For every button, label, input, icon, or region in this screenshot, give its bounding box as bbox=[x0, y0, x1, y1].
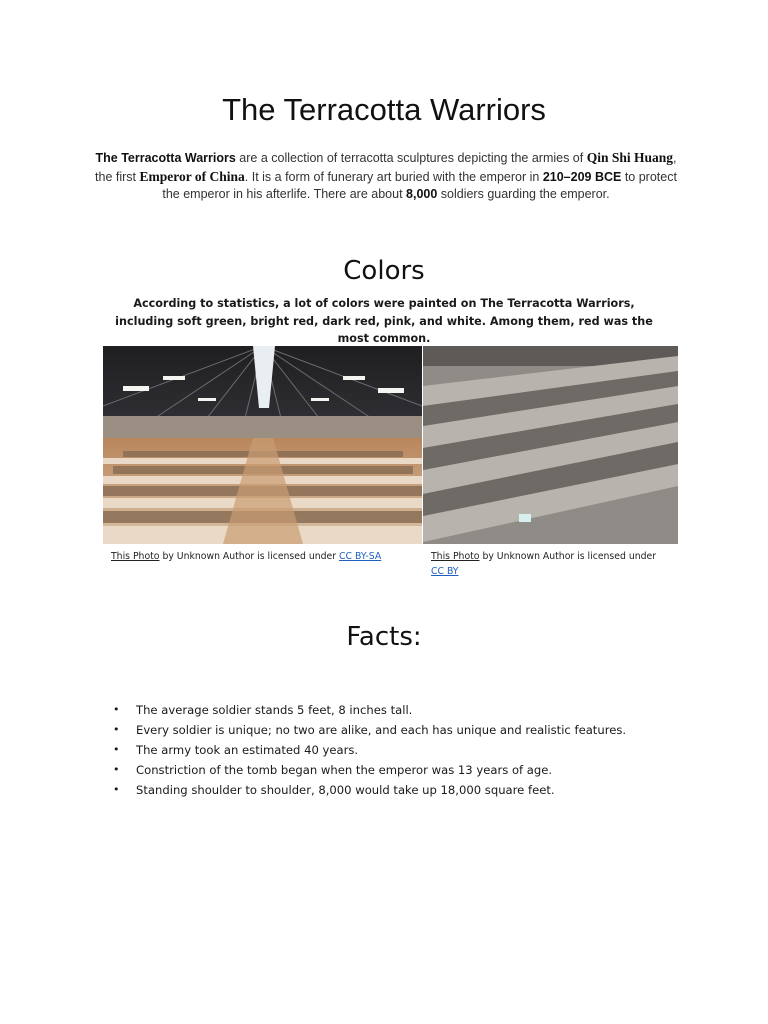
list-item bbox=[110, 700, 710, 720]
intro-subject: The Terracotta Warriors bbox=[95, 151, 236, 165]
bullet: • bbox=[113, 703, 120, 716]
intro-date: 210–209 BCE bbox=[542, 169, 622, 184]
bullet: • bbox=[113, 763, 120, 776]
list-item bbox=[110, 760, 710, 780]
facts-list bbox=[110, 700, 710, 800]
intro-text: are a collection of terracotta sculptures depicting the armies of bbox=[235, 151, 587, 165]
intro-emperor-of-china: Emperor of China bbox=[139, 168, 245, 184]
caption-text: by Unknown Author is licensed under bbox=[479, 551, 657, 562]
page-title: The Terracotta Warriors bbox=[222, 92, 546, 127]
intro-text: , the first bbox=[95, 151, 677, 184]
caption-text: by Unknown Author is licensed under bbox=[159, 551, 340, 562]
colors-heading: Colors bbox=[343, 256, 425, 286]
photo-caption-right bbox=[431, 550, 676, 579]
license-link[interactable]: CC BY bbox=[431, 565, 459, 577]
photo-hall bbox=[103, 346, 422, 544]
fact-text: Standing shoulder to shoulder, 8,000 would take up 18,000 square feet. bbox=[136, 783, 555, 797]
fact-text: The average soldier stands 5 feet, 8 inches tall. bbox=[136, 703, 413, 717]
list-item bbox=[110, 720, 710, 740]
colors-paragraph: According to statistics, a lot of colors were painted on The Terracotta Warriors, including soft green, bright red, dark red, pink, and white. Among them, red was the most common. bbox=[115, 297, 653, 345]
intro-paragraph bbox=[88, 149, 684, 204]
bullet: • bbox=[113, 783, 120, 796]
photo-caption-left bbox=[111, 550, 411, 565]
intro-text: soldiers guarding the emperor. bbox=[437, 187, 610, 201]
photo-rows bbox=[423, 346, 678, 544]
intro-count: 8,000 bbox=[406, 187, 438, 201]
license-link[interactable]: CC BY-SA bbox=[339, 551, 382, 562]
list-item bbox=[110, 780, 710, 800]
bullet: • bbox=[113, 723, 120, 736]
intro-qin-shi-huang: Qin Shi Huang bbox=[586, 150, 673, 165]
facts-heading: Facts: bbox=[346, 622, 422, 652]
intro-text: to protect the emperor in his afterlife. There are about bbox=[162, 169, 677, 201]
fact-text: The army took an estimated 40 years. bbox=[136, 743, 359, 757]
fact-text: Every soldier is unique; no two are alike, and each has unique and realistic features. bbox=[136, 723, 627, 737]
bullet: • bbox=[113, 743, 120, 756]
this-photo-link[interactable]: This Photo bbox=[111, 551, 160, 562]
intro-text: . It is a form of funerary art buried with the emperor in bbox=[244, 169, 543, 184]
this-photo-link[interactable]: This Photo bbox=[431, 551, 480, 562]
list-item bbox=[110, 740, 710, 760]
fact-text: Constriction of the tomb began when the emperor was 13 years of age. bbox=[136, 763, 553, 777]
